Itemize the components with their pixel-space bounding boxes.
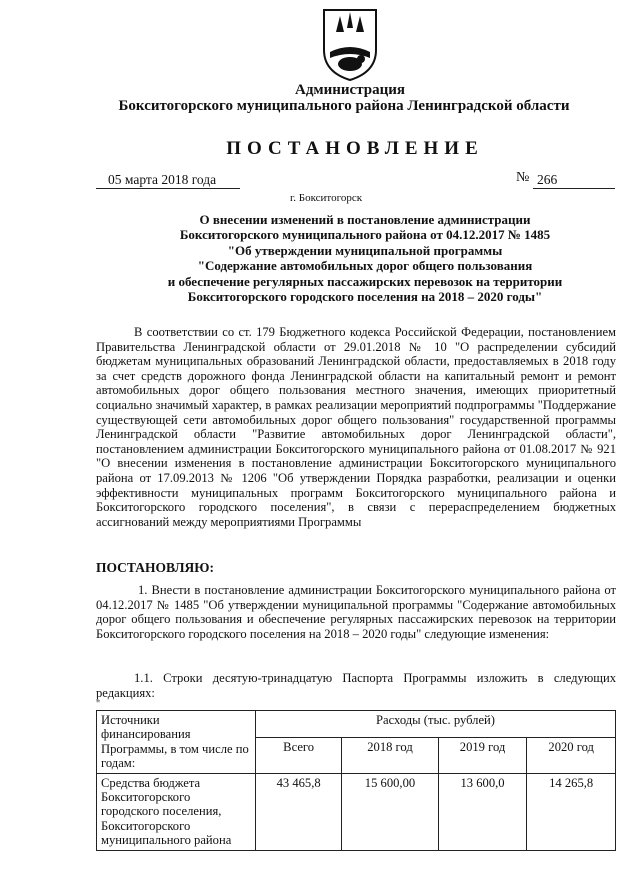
org-name-line2: Бокситогорского муниципального района Ленинградской области	[118, 98, 570, 114]
year-header-cell: Всего	[256, 738, 342, 774]
value-cell: 43 465,8	[256, 773, 342, 850]
clause-1-1-paragraph: 1.1. Строки десятую-тринадцатую Паспорта Программы изложить в следующих редакциях:	[96, 671, 616, 700]
heading-line: Бокситогорского муниципального района от 04.12.2017 № 1485	[179, 227, 551, 243]
value-cell: 13 600,0	[438, 773, 527, 850]
table-header-row	[97, 711, 616, 738]
source-cell: Средства бюджета Бокситогорского городского поселения, Бокситогорского муниципального района	[97, 773, 256, 850]
clause-1-paragraph: 1. Внести в постановление администрации Бокситогорского муниципального района от 04.12.2017 № 1485 "Об утверждении муниципальной программы "Содержание автомобильных дорог общего пользования и обеспечение регулярных пассажирских перевозок на территории Бокситогорского городского поселения на 2018 – 2020 годы" следующие изменения:	[96, 583, 616, 641]
financing-table	[96, 710, 616, 851]
preamble-paragraph: В соответствии со ст. 179 Бюджетного кодекса Российской Федерации, постановлением Правительства Ленинградской области от 29.01.2018 № 10 "О распределении субсидий бюджетам муниципальных образований Ленинградской области, предоставляемых в 2018 году за счет средств дорожного фонда Ленинградской области на капитальный ремонт и ремонт автомобильных дорог общего пользования местного значения, имеющих приоритетный социально значимый характер, в рамках реализации мероприятий подпрограммы "Поддержание существующей сети автомобильных дорог общего пользования" государственной программы Ленинградской области "Развитие автомобильных дорог Ленинградской области", постановлением администрации Бокситогорского муниципального района от 01.08.2017 № 921 "О внесении изменения в постановление администрации Бокситогорского муниципального района от 17.09.2013 № 1206 "Об утверждении Порядка разработки, реализации и оценки эффективности муниципальных программ Бокситогорского муниципального района и Бокситогорского городского поселения", в связи с перераспределением бюджетных ассигнований между мероприятиями Программы	[96, 325, 616, 529]
org-name-line1: Администрация	[294, 82, 406, 98]
expenses-header-cell: Расходы (тыс. рублей)	[256, 711, 616, 738]
number-sign: №	[516, 170, 530, 185]
quote-mark: "	[96, 699, 101, 710]
heading-line: О внесении изменений в постановление администрации	[199, 212, 531, 227]
year-header-cell: 2019 год	[438, 738, 527, 774]
value-cell: 15 600,00	[342, 773, 438, 850]
heading-line: Бокситогорского городского поселения на 2018 – 2020 годы"	[187, 289, 543, 305]
document-number: 266	[533, 172, 615, 189]
source-header-cell: Источники финансирования Программы, в том числе по годам:	[97, 711, 256, 774]
heading-line: "Содержание автомобильных дорог общего пользования	[197, 258, 533, 274]
coat-of-arms-bear-icon	[318, 6, 382, 82]
decree-heading: ПОСТАНОВЛЯЮ:	[96, 560, 214, 575]
document-date: 05 марта 2018 года	[96, 172, 240, 189]
year-header-cell: 2018 год	[342, 738, 438, 774]
heading-line: "Об утверждении муниципальной программы	[227, 242, 503, 258]
document-heading	[130, 212, 600, 304]
heading-line: и обеспечение регулярных пассажирских перевозок на территории	[167, 273, 563, 289]
value-cell: 14 265,8	[527, 773, 616, 850]
year-header-cell: 2020 год	[527, 738, 616, 774]
table-row	[97, 773, 616, 850]
city-name: г. Бокситогорск	[290, 192, 363, 204]
document-type-title: ПОСТАНОВЛЕНИЕ	[226, 138, 484, 159]
